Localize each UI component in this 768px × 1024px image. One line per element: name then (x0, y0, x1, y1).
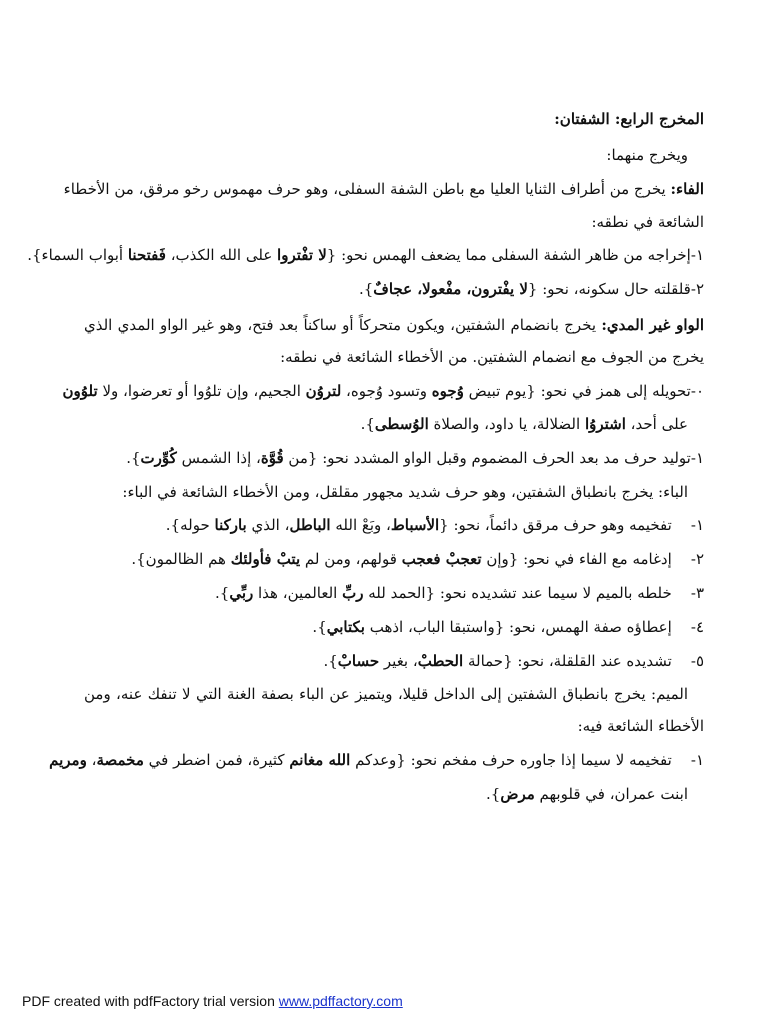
baa-item1-bold3: باركنا (214, 516, 247, 534)
baa-item1-bold2: الباطل (289, 516, 331, 534)
faa-description: يخرج من أطراف الثنايا العليا مع باطن الشفة السفلى، وهو حرف مهموس رخو مرقق، من الأخطاء (63, 180, 671, 198)
baa-item1-number: ١- (690, 516, 704, 534)
footer-link[interactable]: www.pdffactory.com (278, 993, 403, 1009)
waw-item-0-line1 (62, 380, 704, 402)
meem-item1-bold3: ومريم (49, 751, 87, 769)
baa-item2-end: هم الظالمون}. (131, 550, 231, 568)
meem-item1-text: تفخيمه لا سيما إذا جاوره حرف مفخم نحو: {وعدكم (350, 751, 672, 769)
baa-item4-bold: بكتابي (326, 618, 365, 636)
meem-item-1-line2 (486, 783, 688, 805)
waw-item0-bold2: لتروُن (305, 382, 342, 400)
intro-text: ويخرج منهما: (606, 146, 688, 164)
meem-paragraph-line1 (84, 683, 688, 705)
faa-paragraph-line2 (591, 211, 704, 233)
meem-item1-l2-end: }. (486, 785, 501, 803)
baa-item5-text: تشديده عند القلقلة، نحو: {حمالة (463, 652, 672, 670)
meem-item1-bold1: الله مغانم (289, 751, 351, 769)
meem-description-cont: الأخطاء الشائعة فيه: (577, 717, 704, 735)
baa-item3-end: }. (215, 584, 230, 602)
meem-label: الميم: (651, 685, 688, 703)
baa-description: يخرج بانطباق الشفتين، وهو حرف شديد مجهور مقلقل، ومن الأخطاء الشائعة في الباء: (122, 483, 659, 501)
intro-line (606, 144, 688, 166)
waw-item0-text2: وتسود وُجوه، (341, 382, 432, 400)
waw-item1-bold1: قُوَّة (260, 449, 284, 467)
faa-label: الفاء: (670, 180, 704, 198)
baa-item1-end: حوله}. (165, 516, 215, 534)
waw-item1-text: ١-توليد حرف مد بعد الحرف المضموم وقبل الواو المشدد نحو: {من (283, 449, 704, 467)
baa-item-2 (131, 548, 704, 570)
baa-item1-text2: ، وبَعْ الله (330, 516, 391, 534)
baa-item-5 (323, 650, 704, 672)
faa-item1-bold2: فَفتحنا (127, 246, 166, 264)
waw-item0-bold1: وُجوه (431, 382, 464, 400)
baa-item-4 (312, 616, 704, 638)
baa-item5-end: }. (323, 652, 338, 670)
baa-item5-text2: ، بغير (379, 652, 418, 670)
waw-paragraph-line1 (84, 314, 704, 336)
baa-item2-text: إدغامه مع الفاء في نحو: {وإن (481, 550, 672, 568)
baa-item1-text3: ، الذي (246, 516, 290, 534)
pdf-footer (22, 993, 403, 1009)
waw-item0-bold3: تلوُون (62, 382, 98, 400)
waw-label: الواو غير المدي: (601, 316, 704, 334)
waw-paragraph-line2 (280, 346, 704, 368)
baa-label: الباء: (658, 483, 688, 501)
baa-item3-bold2: ربِّي (229, 584, 254, 602)
baa-item5-bold2: حسابْ (337, 652, 380, 670)
baa-item2-number: ٢- (690, 550, 704, 568)
baa-item5-bold1: الحطبْ (417, 652, 464, 670)
baa-item3-number: ٣- (690, 584, 704, 602)
meem-item1-bold2: مخمصة (96, 751, 144, 769)
meem-description: يخرج بانطباق الشفتين إلى الداخل قليلا، ويتميز عن الباء بصفة الغنة التي لا تنفك عنه، ومن (84, 685, 652, 703)
baa-item-1 (166, 514, 704, 536)
baa-item4-text: إعطاؤه صفة الهمس، نحو: {واستبقا الباب، اذهب (364, 618, 672, 636)
faa-item-1 (27, 244, 704, 266)
faa-description-cont: الشائعة في نطقه: (591, 213, 704, 231)
faa-item2-text: ٢-قلقلته حال سكونه، نحو: { (527, 280, 704, 298)
meem-item1-text2: كثيرة، فمن اضطر في (143, 751, 290, 769)
meem-item1-text3: ، (86, 751, 97, 769)
waw-item1-end: }. (126, 449, 141, 467)
waw-item-0-line2 (361, 413, 688, 435)
faa-paragraph-line1 (63, 178, 704, 200)
waw-item1-bold2: كُوِّرت (140, 449, 177, 467)
meem-item1-l2-text: ابنت عمران، في قلوبهم (534, 785, 688, 803)
baa-item3-bold1: ربِّ (342, 584, 364, 602)
heading-text: المخرج الرابع: الشفتان: (554, 110, 704, 128)
baa-item2-bold1: تعجبْ فعجب (401, 550, 482, 568)
waw-item1-text2: ، إذا الشمس (176, 449, 261, 467)
waw-item-1 (126, 447, 704, 469)
meem-paragraph-line2 (578, 715, 704, 737)
section-heading (554, 108, 704, 130)
baa-item-3 (215, 582, 704, 604)
baa-item1-bold1: الأسباط (390, 516, 440, 534)
baa-item5-number: ٥- (690, 652, 704, 670)
faa-item1-text3: أبواب السماء}. (27, 246, 128, 264)
baa-paragraph (122, 481, 688, 503)
faa-item2-bold: لا يفْترون، مفْعولا، عجافٌ (373, 280, 528, 298)
meem-item-1-line1 (49, 749, 704, 771)
baa-item3-text: خلطه بالميم لا سيما عند تشديده نحو: {الحمد لله (363, 584, 672, 602)
waw-item0-l2-bold2: الوُسطى (374, 415, 429, 433)
faa-item1-bold1: لا تفْتروا (277, 246, 327, 264)
waw-item0-l2-text2: الضلالة، يا داود، والصلاة (428, 415, 585, 433)
baa-item3-text2: العالمين، هذا (253, 584, 343, 602)
waw-item0-l2-end: }. (360, 415, 375, 433)
waw-item0-text3: الجحيم، وإن تلوُوا أو تعرضوا، ولا (97, 382, 306, 400)
waw-description-cont: يخرج من الجوف مع انضمام الشفتين. من الأخطاء الشائعة في نطقه: (280, 348, 704, 366)
baa-item4-end: }. (312, 618, 327, 636)
waw-item0-l2-bold1: اشتروُا (584, 415, 626, 433)
waw-description: يخرج بانضمام الشفتين، ويكون متحركاً أو ساكناً بعد فتح، وهو غير الواو المدي الذي (84, 316, 602, 334)
faa-item-2 (359, 278, 704, 300)
baa-item1-text: تفخيمه وهو حرف مرقق دائماً، نحو: { (439, 516, 672, 534)
meem-item1-l2-bold: مرض (500, 785, 535, 803)
footer-text: PDF created with pdfFactory trial version (22, 993, 279, 1009)
faa-item1-text: ١-إخراجه من ظاهر الشفة السفلى مما يضعف الهمس نحو: { (326, 246, 704, 264)
meem-item1-number: ١- (690, 751, 704, 769)
baa-item4-number: ٤- (690, 618, 704, 636)
faa-item2-end: }. (358, 280, 374, 298)
waw-item0-l2-text: على أحد، (625, 415, 688, 433)
baa-item2-text2: قولهم، ومن لم (300, 550, 402, 568)
faa-item1-text2: على الله الكذب، (165, 246, 278, 264)
waw-item0-text: ٠-تحويله إلى همز في نحو: {يوم تبيض (463, 382, 704, 400)
baa-item2-bold2: يتبْ فأولئك (230, 550, 301, 568)
